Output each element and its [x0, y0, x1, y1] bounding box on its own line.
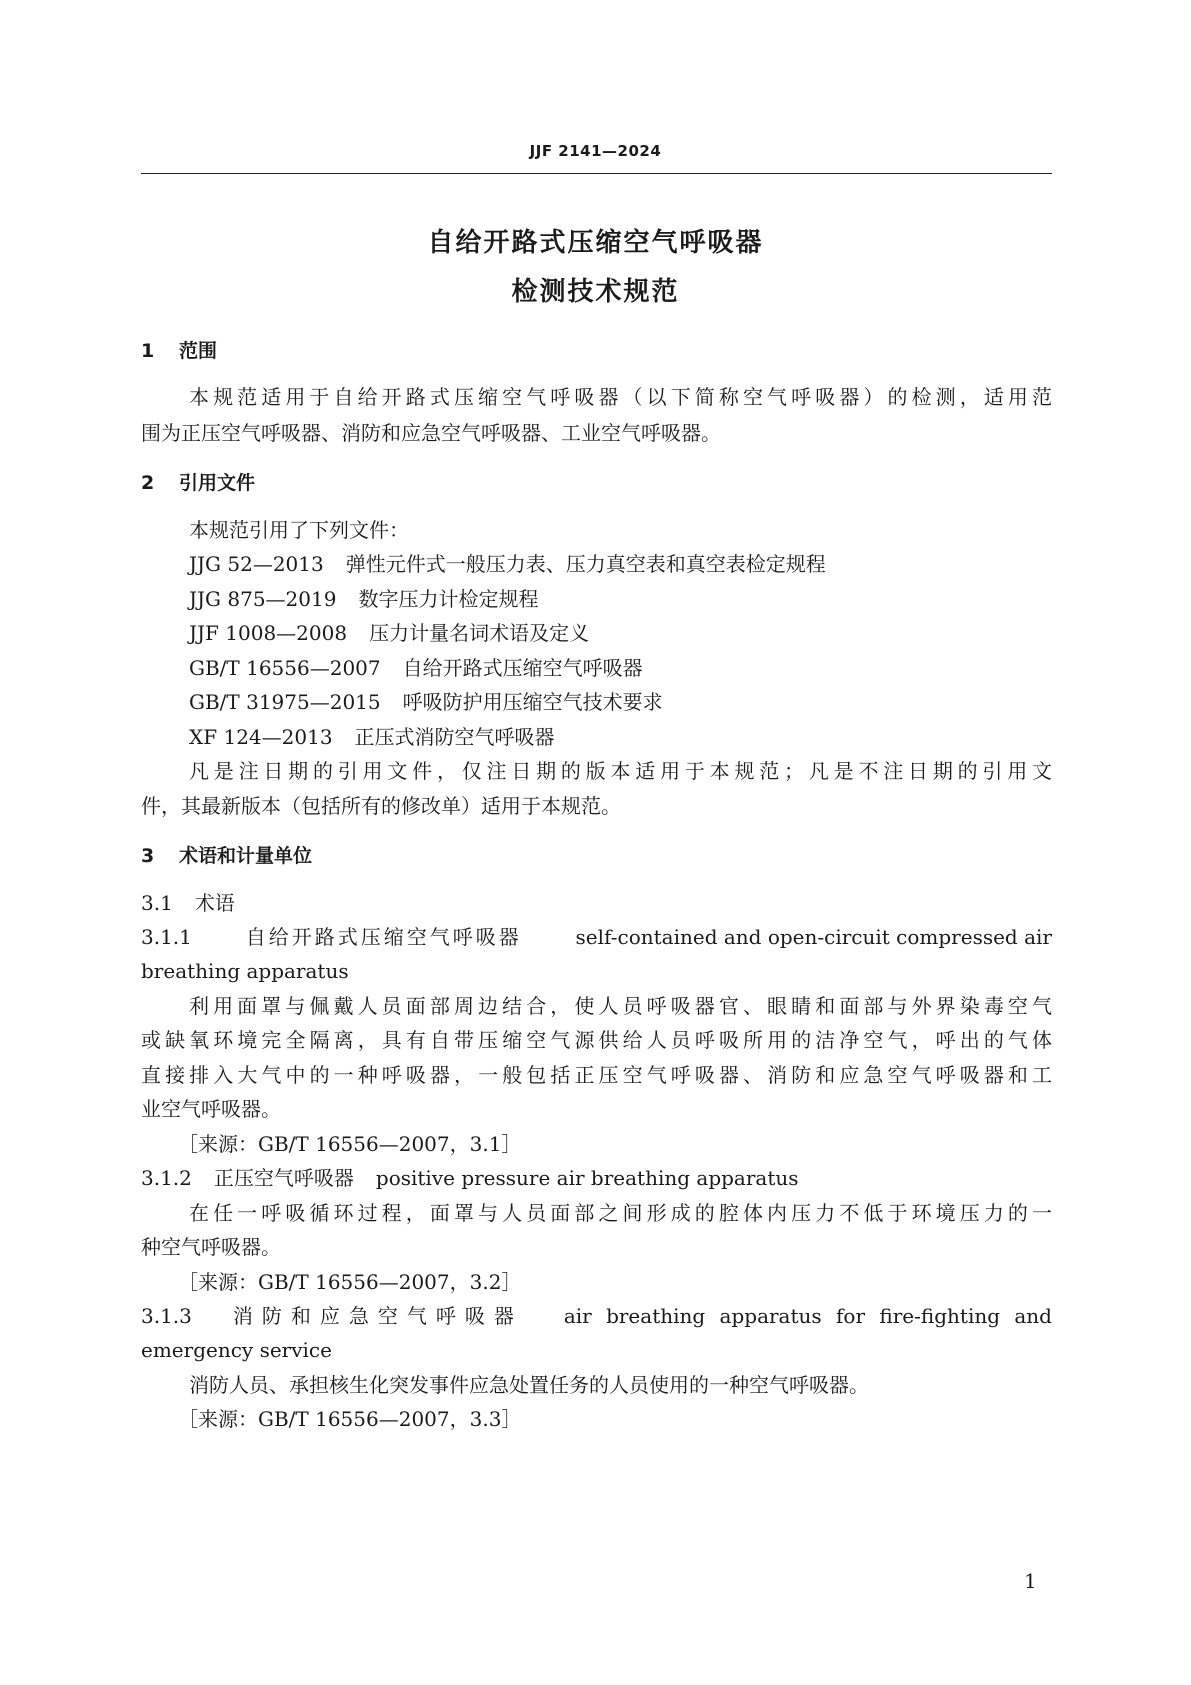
- term-number: 3.1.3: [141, 1304, 192, 1328]
- term-number: 3.1.1: [141, 925, 192, 949]
- reference-item: [189, 724, 555, 750]
- section-2-heading: [141, 468, 255, 495]
- reference-code: GB/T 31975—2015: [189, 690, 381, 714]
- subsection-label: 术语: [194, 891, 235, 915]
- reference-item: [189, 689, 663, 715]
- document-code-header: JJF 2141—2024: [529, 142, 662, 160]
- subsection-number: 3.1: [141, 891, 173, 915]
- reference-title: 弹性元件式一般压力表、压力真空表和真空表检定规程: [345, 552, 826, 576]
- document-title-line2: 检测技术规范: [511, 277, 680, 307]
- term-chinese: 正压空气呼吸器: [213, 1166, 354, 1190]
- section-1-paragraph-line2: 围为正压空气呼吸器、消防和应急空气呼吸器、工业空气呼吸器。: [141, 421, 721, 445]
- reference-item: [189, 586, 538, 612]
- term-english: positive pressure air breathing apparatus: [375, 1166, 799, 1190]
- reference-title: 压力计量名词术语及定义: [369, 621, 590, 645]
- section-1-paragraph-line1: 本规范适用于自给开路式压缩空气呼吸器（以下简称空气呼吸器）的检测，适用范: [189, 385, 1052, 409]
- term-definition-line: 或缺氧环境完全隔离，具有自带压缩空气源供给人员呼吸所用的洁净空气，呼出的气体: [141, 1028, 1052, 1052]
- section-2-number: 2: [141, 472, 155, 494]
- term-english-continued: breathing apparatus: [141, 959, 349, 983]
- section-1-heading: [141, 336, 217, 363]
- term-english: air breathing apparatus for fire-fighting and: [563, 1304, 1052, 1328]
- section-2-note-line1: 凡是注日期的引用文件，仅注日期的版本适用于本规范；凡是不注日期的引用文: [189, 759, 1052, 783]
- section-3-number: 3: [141, 845, 155, 867]
- term-definition-line: 业空气呼吸器。: [141, 1097, 281, 1121]
- reference-title: 数字压力计检定规程: [358, 587, 539, 611]
- reference-title: 呼吸防护用压缩空气技术要求: [402, 690, 663, 714]
- term-3-1-1-header: [141, 924, 1052, 950]
- reference-code: GB/T 16556—2007: [189, 656, 381, 680]
- term-source: ［来源：GB/T 16556—2007，3.3］: [178, 1407, 522, 1431]
- term-definition-line: 直接排入大气中的一种呼吸器，一般包括正压空气呼吸器、消防和应急空气呼吸器和工: [141, 1063, 1052, 1087]
- term-english-continued: emergency service: [141, 1338, 332, 1362]
- section-2-intro: 本规范引用了下列文件：: [189, 518, 409, 542]
- section-2-label: 引用文件: [179, 472, 256, 494]
- term-definition-line: 在任一呼吸循环过程，面罩与人员面部之间形成的腔体内压力不低于环境压力的一: [189, 1201, 1052, 1225]
- reference-item: [189, 655, 643, 681]
- subsection-3-1-heading: [141, 890, 235, 916]
- section-3-label: 术语和计量单位: [179, 845, 313, 867]
- term-definition-line: 利用面罩与佩戴人员面部周边结合，使人员呼吸器官、眼睛和面部与外界染毒空气: [189, 994, 1052, 1018]
- document-title-line1: 自给开路式压缩空气呼吸器: [427, 228, 764, 258]
- term-number: 3.1.2: [141, 1166, 192, 1190]
- term-source: ［来源：GB/T 16556—2007，3.1］: [178, 1132, 522, 1156]
- section-1-label: 范围: [179, 340, 218, 362]
- reference-code: JJF 1008—2008: [189, 621, 348, 645]
- page-number: 1: [1024, 1569, 1037, 1593]
- reference-title: 自给开路式压缩空气呼吸器: [402, 656, 643, 680]
- section-1-number: 1: [141, 340, 155, 362]
- reference-code: JJG 52—2013: [189, 552, 324, 576]
- reference-item: [189, 551, 826, 577]
- term-definition-line: 种空气呼吸器。: [141, 1235, 281, 1259]
- term-chinese: 自给开路式压缩空气呼吸器: [245, 925, 522, 949]
- reference-code: XF 124—2013: [189, 725, 333, 749]
- term-source: ［来源：GB/T 16556—2007，3.2］: [178, 1270, 522, 1294]
- reference-title: 正压式消防空气呼吸器: [354, 725, 555, 749]
- term-chinese: 消防和应急空气呼吸器: [232, 1304, 523, 1328]
- section-3-heading: [141, 841, 312, 868]
- reference-item: [189, 620, 589, 646]
- header-rule: [141, 173, 1052, 174]
- term-english: self-contained and open-circuit compressed air: [575, 925, 1052, 949]
- term-definition-line: 消防人员、承担核生化突发事件应急处置任务的人员使用的一种空气呼吸器。: [189, 1373, 869, 1397]
- reference-code: JJG 875—2019: [189, 587, 337, 611]
- term-3-1-3-header: [141, 1303, 1052, 1329]
- term-3-1-2-header: [141, 1165, 799, 1191]
- section-2-note-line2: 件，其最新版本（包括所有的修改单）适用于本规范。: [141, 794, 621, 818]
